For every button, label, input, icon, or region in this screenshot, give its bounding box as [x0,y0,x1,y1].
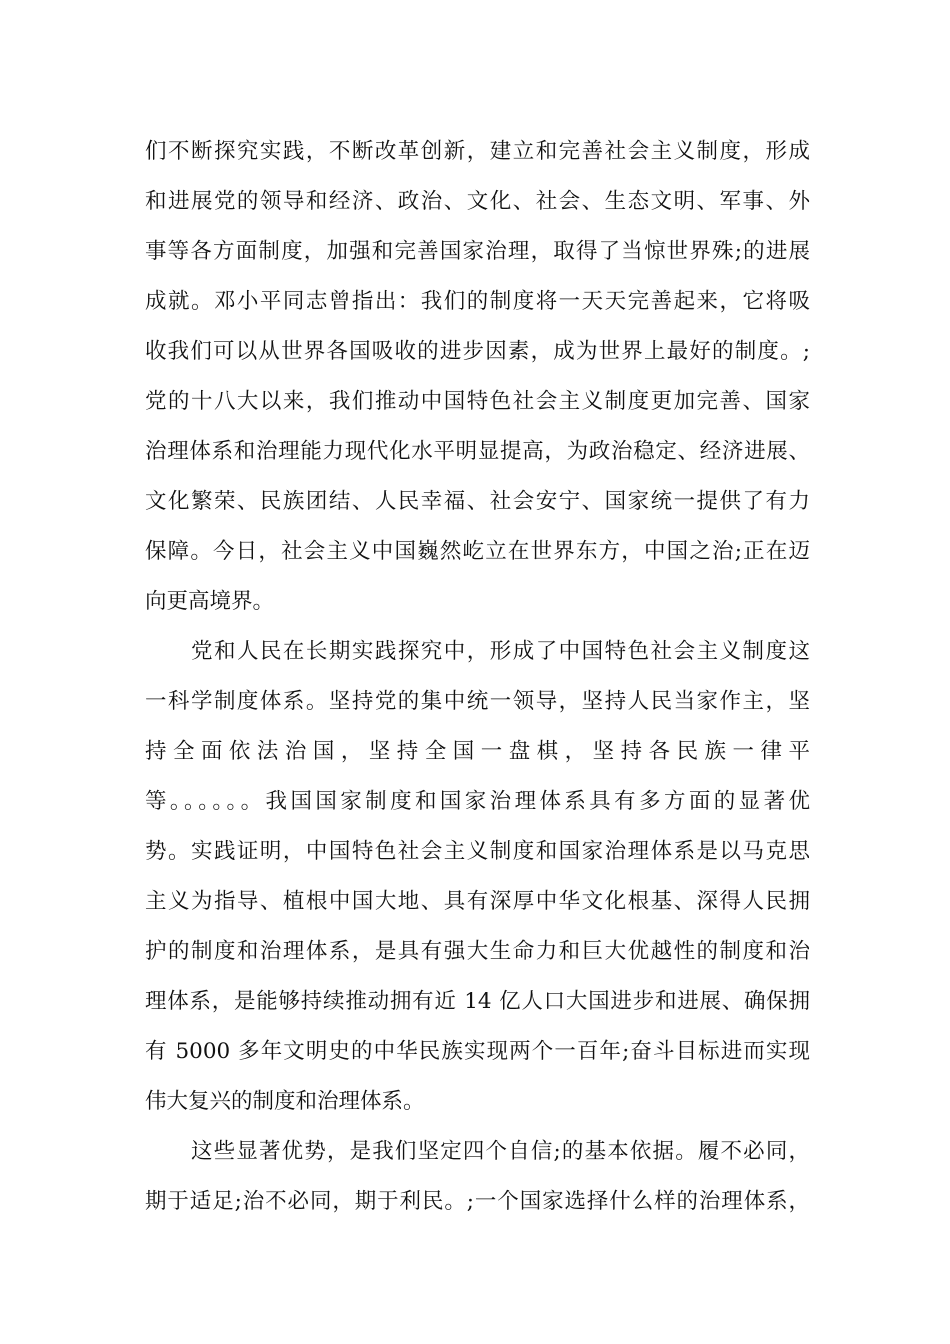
text-line: 党的十八大以来，我们推动中国特色社会主义制度更加完善、国家 [145,389,810,414]
text-line: 主义为指导、植根中国大地、具有深厚中华文化根基、深得人民拥 [145,889,810,914]
text-line: 向更高境界。 [145,589,275,614]
text-line: 收我们可以从世界各国吸收的进步因素，成为世界上最好的制度。; [145,339,810,364]
text-line: 治理体系和治理能力现代化水平明显提高，为政治稳定、经济进展、 [145,439,810,464]
text-line: 理体系，是能够持续推动拥有近 14 亿人口大国进步和进展、确保拥 [145,989,810,1014]
paragraph-first-line: 这些显著优势，是我们坚定四个自信;的基本依据。履不必同， [191,1139,810,1164]
text-line: 一科学制度体系。坚持党的集中统一领导，坚持人民当家作主，坚 [145,689,810,714]
text-line: 保障。今日，社会主义中国巍然屹立在世界东方，中国之治;正在迈 [145,539,810,564]
text-line: 们不断探究实践，不断改革创新，建立和完善社会主义制度，形成 [145,139,810,164]
text-line: 势。实践证明，中国特色社会主义制度和国家治理体系是以马克思 [145,839,810,864]
text-line: 期于适足;治不必同，期于利民。;一个国家选择什么样的治理体系， [145,1189,810,1214]
text-line: 护的制度和治理体系，是具有强大生命力和巨大优越性的制度和治 [145,939,810,964]
text-line: 持全面依法治国，坚持全国一盘棋，坚持各民族一律平 [145,739,810,764]
text-line: 伟大复兴的制度和治理体系。 [145,1089,425,1114]
text-line: 有 5000 多年文明史的中华民族实现两个一百年;奋斗目标进而实现 [145,1039,810,1064]
text-line: 成就。邓小平同志曾指出：我们的制度将一天天完善起来，它将吸 [145,289,810,314]
text-line: 和进展党的领导和经济、政治、文化、社会、生态文明、军事、外 [145,189,810,214]
paragraph-first-line: 党和人民在长期实践探究中，形成了中国特色社会主义制度这 [191,639,810,664]
text-line: 文化繁荣、民族团结、人民幸福、社会安宁、国家统一提供了有力 [145,489,810,514]
text-line: 等。。。。。。我国国家制度和国家治理体系具有多方面的显著优 [145,789,810,814]
text-line: 事等各方面制度，加强和完善国家治理，取得了当惊世界殊;的进展 [145,239,810,264]
